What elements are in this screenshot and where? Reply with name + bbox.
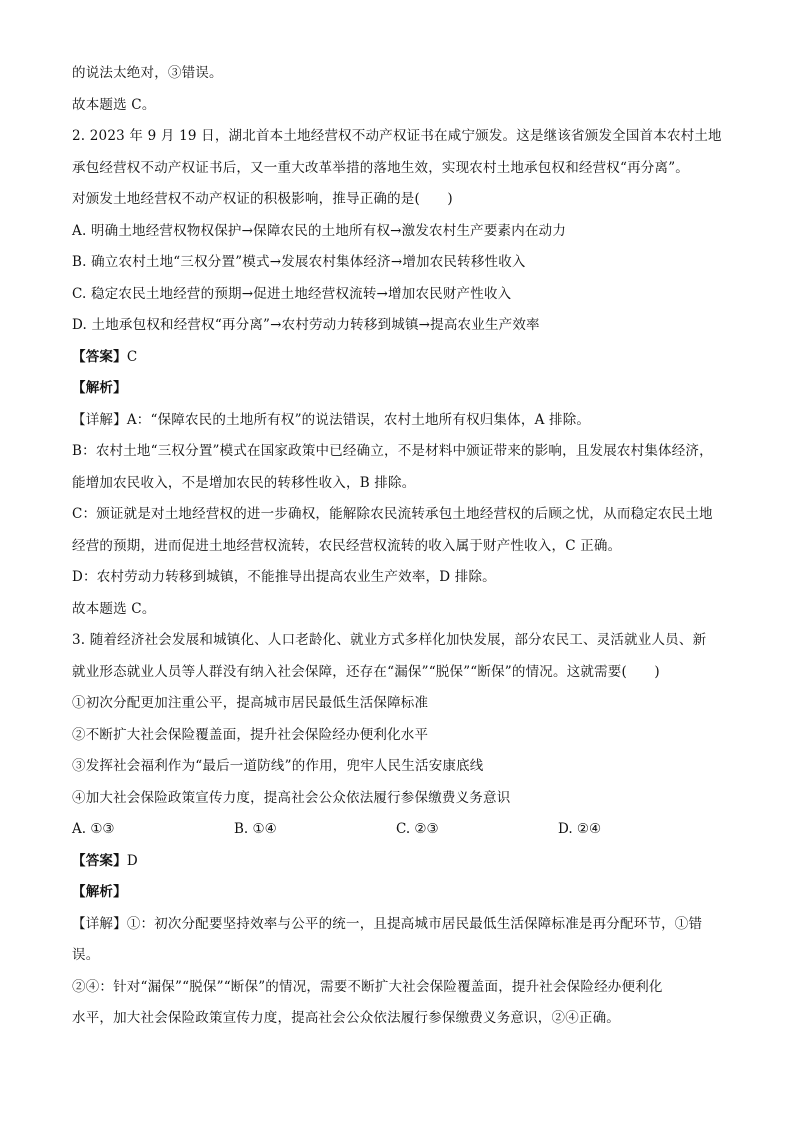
q3-item-3: ③发挥社会福利作为“最后一道防线”的作用，兜牢人民生活安康底线 (72, 758, 484, 774)
q2-stem-line-3: 对颁发土地经营权不动产权证的积极影响，推导正确的是( ) (72, 191, 453, 207)
q3-detail-2: 误。 (72, 947, 100, 963)
q3-detail-4: 水平，加大社会保险政策宣传力度，提高社会公众依法履行参保缴费义务意识，②④正确。 (72, 1010, 620, 1026)
answer-tag: 【答案】 (72, 348, 127, 365)
q2-option-d: D. 土地承包权和经营权“再分离”→农村劳动力转移到城镇→提高农业生产效率 (72, 317, 540, 333)
q3-stem-line-1: 3. 随着经济社会发展和城镇化、人口老龄化、就业方式多样化加快发展，部分农民工、灵活就业人员、新 (72, 632, 707, 648)
q2-option-a: A. 明确土地经营权物权保护→保障农民的土地所有权→激发农村生产要素内在动力 (72, 222, 567, 239)
conclusion-line: 故本题选 C。 (72, 96, 156, 113)
detail-tag: 【详解】 (72, 915, 127, 932)
q3-choice-a: A. ①③ (72, 821, 115, 837)
q3-answer (72, 850, 732, 872)
document-page (72, 62, 732, 1039)
q2-option-b: B. 确立农村土地“三权分置”模式→发展农村集体经济→增加农民转移性收入 (72, 254, 526, 270)
q2-detail-3: 能增加农民收入，不是增加农民的转移性收入，B 排除。 (72, 474, 416, 491)
q2-detail-2: B：农村土地“三权分置”模式在国家政策中已经确立，不是材料中颁证带来的影响，且发展农村集体经济， (72, 443, 713, 459)
q3-analysis (72, 881, 732, 903)
analysis-tag: 【解析】 (72, 884, 127, 900)
q2-detail-5: 经营的预期，进而促进土地经营权流转，农民经营权流转的收入属于财产性收入，C 正确。 (72, 537, 622, 554)
q3-item-2: ②不断扩大社会保险覆盖面，提升社会保险经办便利化水平 (72, 726, 429, 743)
q3-choice-b: B. ①④ (234, 821, 277, 837)
detail-tag: 【详解】 (72, 411, 127, 428)
q2-stem-line-2: 承包经营权不动产权证书后，又一重大改革举措的落地生效，实现农村土地承包权和经营权“再分离”。 (72, 159, 690, 176)
q3-item-1: ①初次分配更加注重公平，提高城市居民最低生活保障标准 (72, 695, 429, 711)
q2-answer (72, 346, 732, 368)
q3-choice-d: D. ②④ (558, 821, 602, 837)
q2-detail-1 (72, 409, 732, 431)
q2-detail-4: C：颁证就是对土地经营权的进一步确权，能解除农民流转承包土地经营权的后顾之忧，从而稳定农民土地 (72, 506, 713, 522)
answer-value: D (126, 852, 138, 869)
answer-value: C (126, 348, 138, 365)
q3-choice-c: C. ②③ (396, 821, 439, 837)
q2-stem-line-1: 2. 2023 年 9 月 19 日，湖北首本土地经营权不动产权证书在咸宁颁发。这是继该省颁发全国首本农村土地 (72, 128, 722, 144)
q2-analysis (72, 377, 732, 399)
q3-detail-1 (72, 913, 732, 935)
q2-option-c: C. 稳定农民土地经营的预期→促进土地经营权流转→增加农民财产性收入 (72, 285, 512, 302)
q3-choices (72, 818, 732, 840)
q2-conclusion: 故本题选 C。 (72, 600, 156, 617)
q3-item-4: ④加大社会保险政策宣传力度，提高社会公众依法履行参保缴费义务意识 (72, 789, 511, 806)
analysis-tag: 【解析】 (72, 380, 127, 396)
q2-detail-6: D：农村劳动力转移到城镇，不能推导出提高农业生产效率，D 排除。 (72, 569, 496, 585)
text-line: 的说法太绝对，③错误。 (72, 65, 223, 81)
answer-tag: 【答案】 (72, 852, 127, 869)
q3-detail-3: ②④：针对“漏保”“脱保”“断保”的情况，需要不断扩大社会保险覆盖面，提升社会保险经办便利化 (72, 978, 663, 995)
detail-text: A：“保障农民的土地所有权”的说法错误，农村土地所有权归集体，A 排除。 (126, 411, 591, 428)
q3-stem-line-2: 就业形态就业人员等人群没有纳入社会保障，还存在“漏保”“脱保”“断保”的情况。这就需要( ) (72, 663, 660, 680)
detail-text: ①：初次分配要坚持效率与公平的统一，且提高城市居民最低生活保障标准是再分配环节，①错 (126, 915, 703, 932)
